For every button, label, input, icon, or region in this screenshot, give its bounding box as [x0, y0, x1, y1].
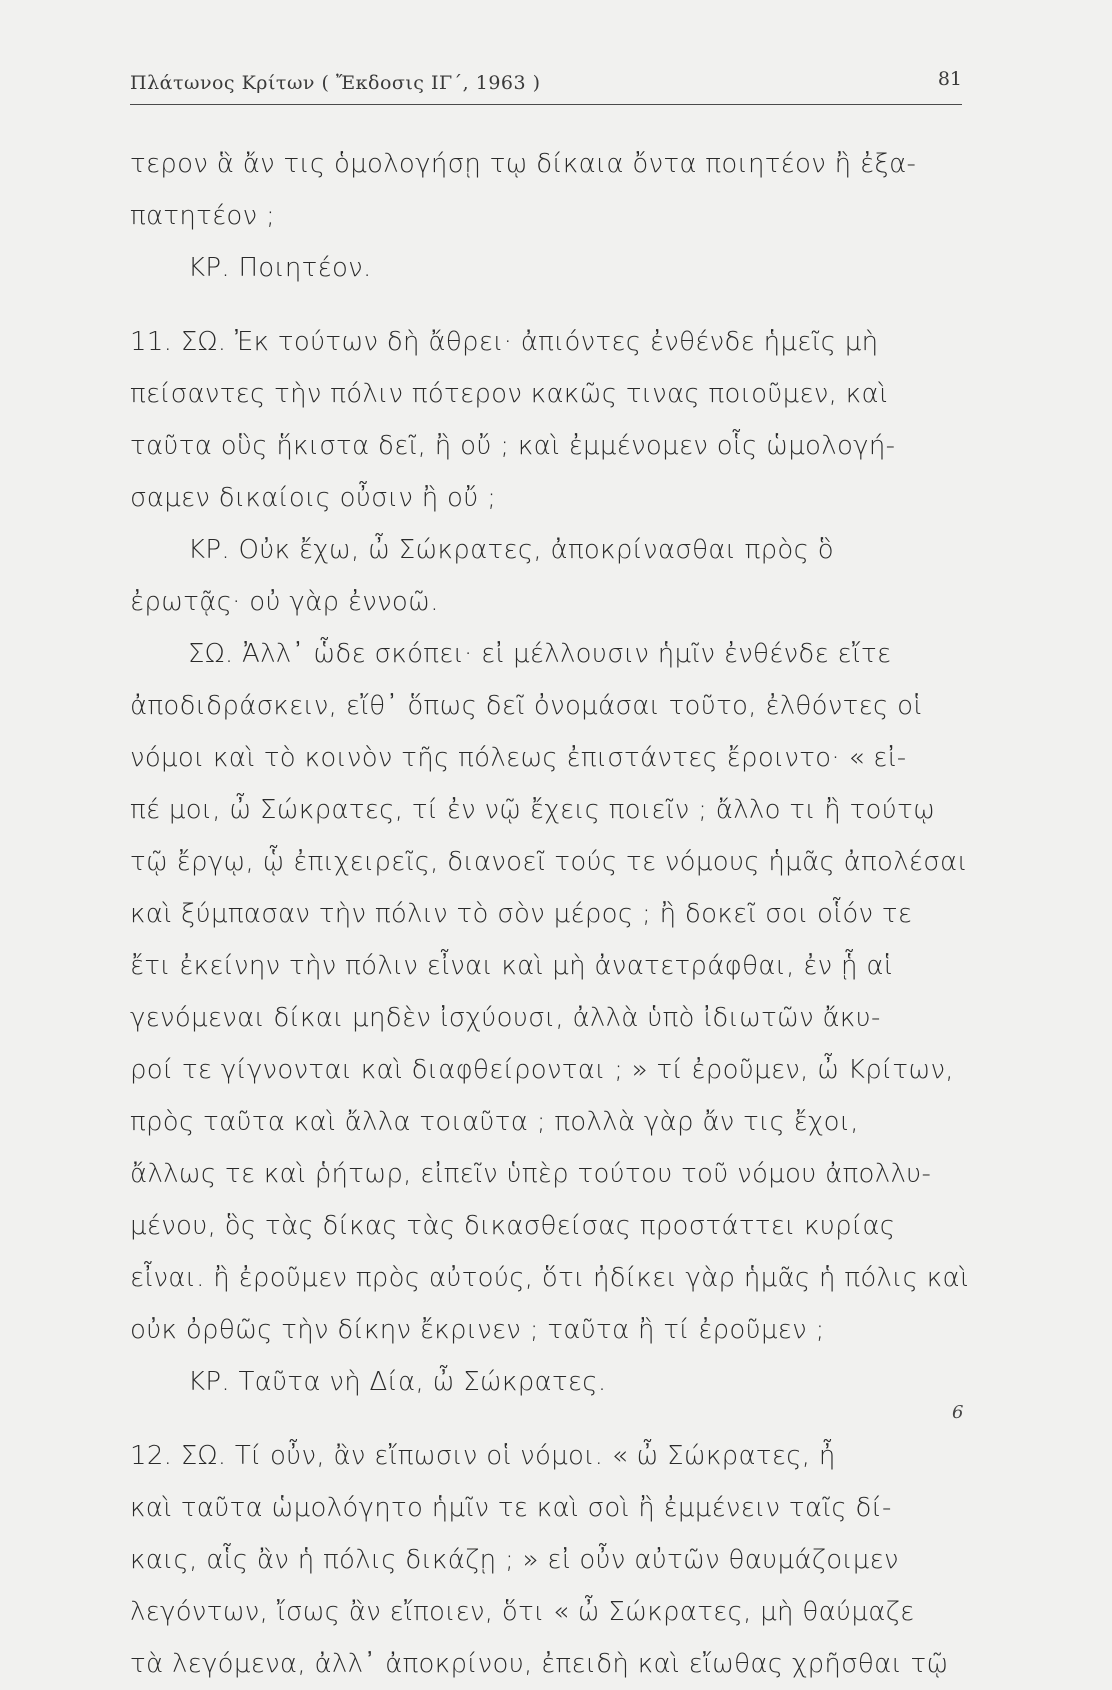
text-line: ροί τε γίγνονται καὶ διαφθείρονται ; » τί ἐροῦμεν, ὦ Κρίτων, — [130, 1055, 954, 1085]
text-line: ἔτι ἐκείνην τὴν πόλιν εἶναι καὶ μὴ ἀνατετράφθαι, ἐν ᾗ αἱ — [130, 951, 893, 981]
text-line: τῷ ἔργῳ, ᾧ ἐπιχειρεῖς, διανοεῖ τούς τε νόμους ἡμᾶς ἀπολέσαι — [130, 847, 968, 877]
running-title: Πλάτωνος Κρίτων ( Ἔκδοσις ΙΓ΄, 1963 ) — [130, 72, 541, 94]
text-line: σαμεν δικαίοις οὖσιν ἢ οὔ ; — [130, 483, 497, 513]
text-line: οὐκ ὀρθῶς τὴν δίκην ἔκρινεν ; ταῦτα ἢ τί ἐροῦμεν ; — [130, 1315, 825, 1345]
text-line: γενόμεναι δίκαι μηδὲν ἰσχύουσι, ἀλλὰ ὑπὸ ἰδιωτῶν ἄκυ- — [130, 1003, 881, 1033]
text-line: νόμοι καὶ τὸ κοινὸν τῆς πόλεως ἐπιστάντες ἔροιντο· « εἰ- — [130, 743, 907, 773]
text-line: ἐρωτᾷς· οὐ γὰρ ἐννοῶ. — [130, 587, 439, 617]
text-line: τὰ λεγόμενα, ἀλλ᾽ ἀποκρίνου, ἐπειδὴ καὶ εἴωθας χρῆσθαι τῷ — [130, 1649, 949, 1679]
text-line: πέ μοι, ὦ Σώκρατες, τί ἐν νῷ ἔχεις ποιεῖν ; ἄλλο τι ἢ τούτῳ — [130, 795, 936, 825]
signature-mark: 6 — [952, 1402, 964, 1423]
section-12-start: 12. ΣΩ. Τί οὖν, ἂν εἴπωσιν οἱ νόμοι. « ὦ Σώκρατες, ἦ — [130, 1441, 836, 1471]
text-line: ΚΡ. Ταῦτα νὴ Δία, ὦ Σώκρατες. — [188, 1367, 607, 1397]
running-header — [130, 68, 962, 108]
text-line: τερον ἃ ἄν τις ὁμολογήσῃ τῳ δίκαια ὄντα ποιητέον ἢ ἐξα- — [130, 149, 917, 179]
section-11-start: 11. ΣΩ. Ἐκ τούτων δὴ ἄθρει· ἀπιόντες ἐνθένδε ἡμεῖς μὴ — [130, 327, 879, 357]
text-body — [130, 138, 978, 1690]
text-line: λεγόντων, ἴσως ἂν εἴποιεν, ὅτι « ὦ Σώκρατες, μὴ θαύμαζε — [130, 1597, 915, 1627]
text-line: καὶ ξύμπασαν τὴν πόλιν τὸ σὸν μέρος ; ἢ δοκεῖ σοι οἷόν τε — [130, 899, 913, 929]
text-line: καις, αἷς ἂν ἡ πόλις δικάζῃ ; » εἰ οὖν αὐτῶν θαυμάζοιμεν — [130, 1545, 899, 1575]
header-rule — [130, 104, 962, 105]
text-line: καὶ ταῦτα ὡμολόγητο ἡμῖν τε καὶ σοὶ ἢ ἐμμένειν ταῖς δί- — [130, 1493, 892, 1523]
text-line: ΣΩ. Ἀλλ᾽ ὧδε σκόπει· εἰ μέλλουσιν ἡμῖν ἐνθένδε εἴτε — [188, 639, 892, 669]
text-line: ἀποδιδράσκειν, εἴθ᾽ ὅπως δεῖ ὀνομάσαι τοῦτο, ἐλθόντες οἱ — [130, 691, 923, 721]
text-line: εἶναι. ἢ ἐροῦμεν πρὸς αὐτούς, ὅτι ἠδίκει γὰρ ἡμᾶς ἡ πόλις καὶ — [130, 1263, 970, 1293]
text-line: πείσαντες τὴν πόλιν πότερον κακῶς τινας ποιοῦμεν, καὶ — [130, 379, 889, 409]
text-line: πατητέον ; — [130, 201, 276, 231]
text-line: ταῦτα οὓς ἥκιστα δεῖ, ἢ οὔ ; καὶ ἐμμένομεν οἷς ὡμολογή- — [130, 431, 896, 461]
text-line: ἄλλως τε καὶ ῥήτωρ, εἰπεῖν ὑπὲρ τούτου τοῦ νόμου ἀπολλυ- — [130, 1159, 932, 1189]
text-line: ΚΡ. Οὐκ ἔχω, ὦ Σώκρατες, ἀποκρίνασθαι πρὸς ὃ — [188, 535, 834, 565]
text-line: μένου, ὃς τὰς δίκας τὰς δικασθείσας προστάττει κυρίας — [130, 1211, 896, 1241]
text-line: ΚΡ. Ποιητέον. — [188, 253, 372, 283]
text-line: πρὸς ταῦτα καὶ ἄλλα τοιαῦτα ; πολλὰ γὰρ ἄν τις ἔχοι, — [130, 1107, 859, 1137]
page-number: 81 — [937, 68, 962, 90]
